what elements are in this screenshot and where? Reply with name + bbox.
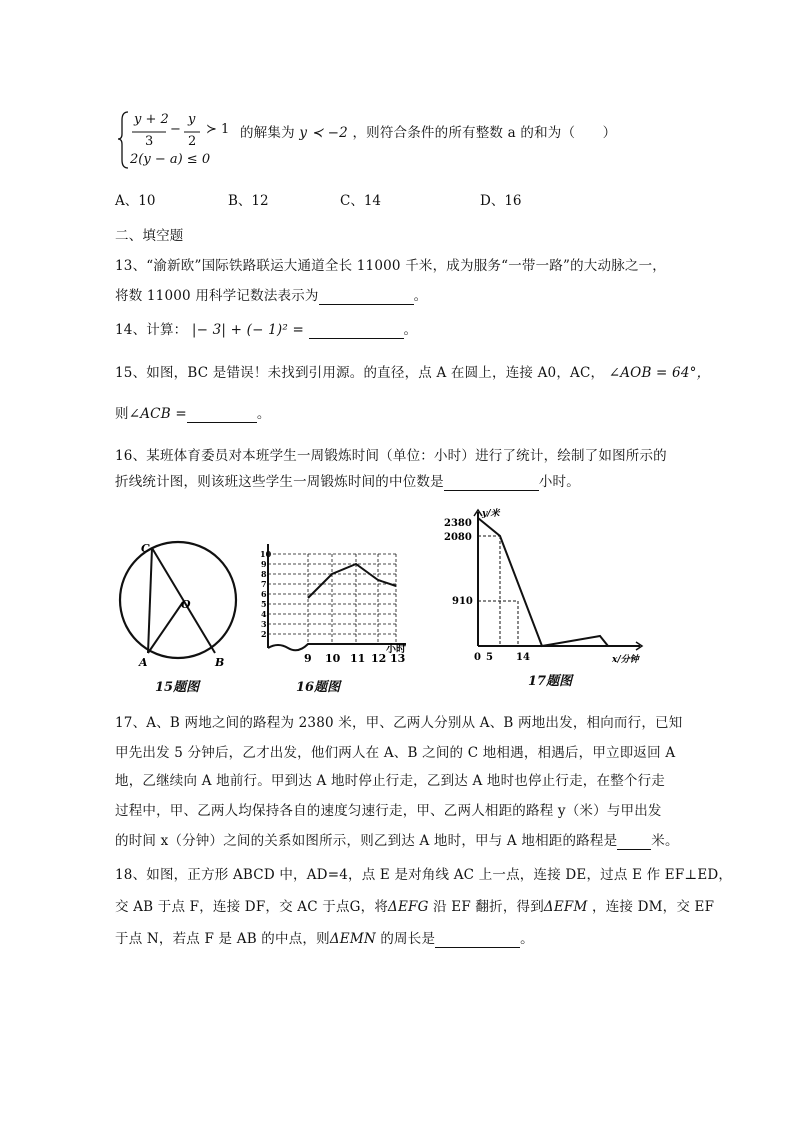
q15-line2: 则∠ACB = 。 (115, 406, 271, 422)
answer-blank-17 (617, 833, 651, 850)
y-tick-2380: 2380 (444, 518, 472, 529)
option-a: A、10 (115, 193, 156, 209)
x-tick-0: 0 (474, 652, 481, 663)
svg-text:7: 7 (261, 579, 267, 589)
inequality-system: y + 2 3 − y 2 ≻ 1 2(y − a) ≤ 0 (118, 108, 248, 170)
q17-line4: 过程中，甲、乙两人均保持各自的速度匀速行走，甲、乙两人相距的路程 y（米）与甲出发 (115, 803, 662, 819)
figure-16-caption: 16题图 (296, 680, 341, 695)
figure-16-line-chart (258, 540, 408, 670)
triangle-emn: ΔEMN (329, 931, 376, 947)
label-c: C (141, 542, 150, 555)
answer-blank-18 (435, 931, 520, 948)
frac2-numerator: y (188, 112, 196, 127)
q17-line2: 甲先出发 5 分钟后，乙才出发，他们两人在 A、B 之间的 C 地相遇，相遇后，甲立即返回 A (115, 745, 676, 761)
x-tick-5: 5 (486, 652, 493, 663)
angle-aob: ∠AOB = 64°， (608, 365, 711, 381)
svg-text:10: 10 (260, 549, 272, 559)
svg-text:9: 9 (261, 559, 267, 569)
x-tick-9: 9 (304, 652, 312, 665)
angle-acb: ∠ACB (128, 406, 171, 422)
figure-17-caption: 17题图 (528, 674, 573, 689)
y-tick-910: 910 (452, 596, 473, 607)
section-title: 二、填空题 (115, 228, 184, 244)
triangle-efm: ΔEFM (543, 899, 588, 915)
x-tick-13: 13 (390, 652, 406, 665)
y-tick-2080: 2080 (444, 532, 472, 543)
q16-line1: 16、某班体育委员对本班学生一周锻炼时间（单位：小时）进行了统计，绘制了如图所示的 (115, 448, 667, 464)
triangle-efg: ΔEFG (388, 899, 429, 915)
svg-text:8: 8 (261, 569, 267, 579)
x-tick-12: 12 (371, 652, 387, 665)
relation-1: ≻ 1 (206, 122, 230, 137)
option-b: B、12 (228, 193, 269, 209)
answer-blank-16 (444, 474, 539, 491)
distance-line (478, 518, 608, 646)
svg-text:2: 2 (261, 629, 267, 639)
q12-condition: y ≺ −2 (299, 125, 348, 141)
option-c: C、14 (340, 193, 382, 209)
frac2-denominator: 2 (188, 134, 197, 149)
svg-text:5: 5 (261, 599, 267, 609)
answer-blank-15 (187, 406, 257, 423)
answer-blank-14 (309, 322, 404, 339)
figure-15-circle-diagram (115, 538, 245, 673)
option-d: D、16 (480, 193, 522, 209)
svg-text:4: 4 (261, 609, 267, 619)
q17-line1: 17、A、B 两地之间的路程为 2380 米，甲、乙两人分别从 A、B 两地出发，相向而行，已知 (115, 715, 683, 731)
figure-17-distance-graph (440, 506, 660, 666)
q14-expression: |− 3| + (− 1)² = (191, 322, 305, 338)
segment-ao (148, 602, 183, 653)
x-tick-11: 11 (350, 652, 366, 665)
q16-line2: 折线统计图，则该班这些学生一周锻炼时间的中位数是 小时。 (115, 474, 580, 490)
inequality-2: 2(y − a) ≤ 0 (130, 152, 211, 167)
q18-line2: 交 AB 于点 F，连接 DF，交 AC 于点G，将ΔEFG 沿 EF 翻折，得到ΔEFM ，连接 DM，交 EF (115, 899, 715, 915)
q12-stem: 的解集为 y ≺ −2 ，则符合条件的所有整数 a 的和为（ ） (240, 125, 617, 141)
x-tick-10: 10 (325, 652, 341, 665)
q15-line1: 15、如图，BC 是错误！未找到引用源。的直径，点 A 在圆上，连接 A0，AC， ∠AOB = 64°， (115, 365, 711, 381)
q17-line5: 的时间 x（分钟）之间的关系如图所示，则乙到达 A 地时，甲与 A 地相距的路程是 米。 (115, 833, 679, 849)
segment-ca (148, 548, 152, 653)
y-axis-label: y/米 (482, 509, 500, 519)
q18-line3: 于点 N，若点 F 是 AB 的中点，则ΔEMN 的周长是 。 (115, 931, 534, 947)
label-o: O (181, 598, 191, 611)
x-axis-unit: 小时 (386, 644, 406, 655)
label-b: B (215, 656, 225, 669)
figure-15-caption: 15题图 (155, 680, 200, 695)
q13-line2: 将数 11000 用科学记数法表示为 。 (115, 288, 428, 304)
circle (120, 542, 236, 658)
frac1-numerator: y + 2 (134, 112, 169, 127)
data-line (308, 564, 396, 598)
frac1-denominator: 3 (145, 134, 154, 149)
svg-text:3: 3 (261, 619, 267, 629)
x-tick-14: 14 (516, 652, 530, 663)
q14-line: 14、计算： |− 3| + (− 1)² = 。 (115, 322, 418, 338)
svg-text:6: 6 (261, 589, 267, 599)
q18-line1: 18、如图，正方形 ABCD 中，AD=4，点 E 是对角线 AC 上一点，连接 DE，过点 E 作 EF⊥ED， (115, 867, 733, 883)
label-a: A (139, 656, 148, 669)
x-axis-unit: x/分钟 (612, 655, 639, 665)
answer-blank-13 (319, 288, 414, 305)
q13-line1: 13、“渝新欧”国际铁路联运大通道全长 11000 千米，成为服务“一带一路”的大动脉之一， (115, 258, 667, 274)
q17-line3: 地，乙继续向 A 地前行。甲到达 A 地时停止行走，乙到达 A 地时也停止行走，在整个行走 (115, 773, 665, 789)
